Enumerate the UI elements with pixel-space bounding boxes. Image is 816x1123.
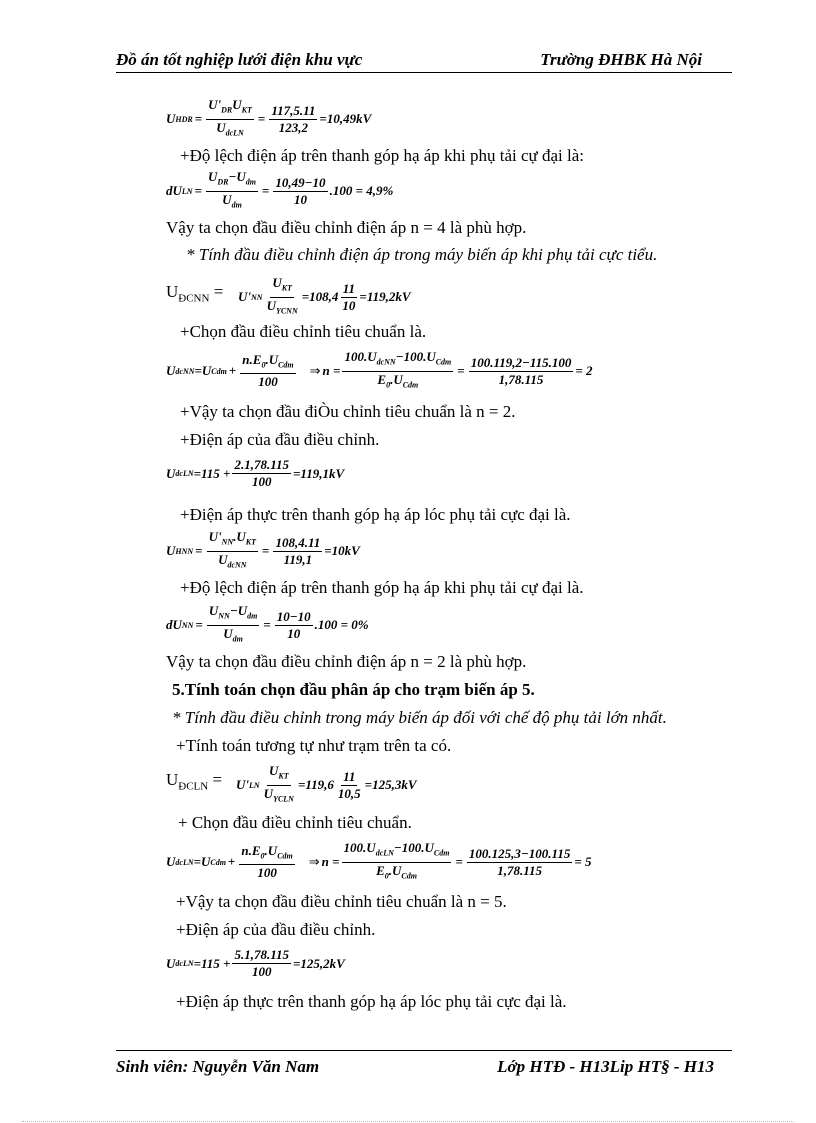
eq-term-sub: Cdm xyxy=(211,366,227,376)
eq-num2-sub: KT xyxy=(245,537,257,547)
eq-num: U xyxy=(207,169,218,184)
eq-n: n = xyxy=(321,854,340,870)
arrow-icon: ⇒ xyxy=(309,363,321,379)
eq-den: 100 xyxy=(251,474,272,489)
eq-num-sub: 0 xyxy=(260,851,265,861)
eq-den-sub: YCLN xyxy=(273,794,294,804)
eq-lhs-sub: LN xyxy=(181,186,193,196)
eq-result: = 2 xyxy=(575,363,593,379)
eq-den: U xyxy=(266,297,276,313)
eq-lhs: U xyxy=(166,465,176,481)
eq-rnum2-sub: Cdm xyxy=(435,357,452,367)
eq-lhs: U' xyxy=(238,289,251,305)
eq-mid: =115 + xyxy=(193,955,231,971)
text-line xyxy=(166,282,223,304)
section-heading: 5.Tính toán chọn đầu phân áp cho trạm biến áp 5. xyxy=(172,680,535,699)
text-line: Vậy ta chọn đầu điều chỉnh điện áp n = 4 là phù hợp. xyxy=(166,218,527,237)
eq-value-fraction xyxy=(273,536,322,567)
eq-term-sub: Cdm xyxy=(210,857,226,867)
eq-rnum: 100.U xyxy=(343,840,376,855)
eq-den-sub: dm xyxy=(232,634,243,644)
eq-num-sub: NN xyxy=(221,537,234,547)
eq-fraction xyxy=(265,276,300,318)
eq-rnum2: −100.U xyxy=(395,349,436,364)
eq-value-fraction xyxy=(275,610,313,641)
page-bottom-dotted-rule xyxy=(22,1121,794,1122)
eq-lhs: dU xyxy=(166,183,182,199)
eq-value-num: 117,5.11 xyxy=(271,102,316,118)
eq-lhs: U xyxy=(166,111,176,127)
eq-den: 100 xyxy=(258,374,278,390)
text-prefix: U xyxy=(166,770,179,789)
equation-uhdr: U HDR = $\frac{U'_{DR}U_{KT}}{U_{dcLN}}$ = $\frac{117,5.11}{123,2}$ =10,49kV xyxy=(166,98,371,140)
eq-fraction xyxy=(207,530,258,572)
eq-lhs-sub: dcLN xyxy=(175,469,194,478)
eq-value-den: 123,2 xyxy=(278,119,308,135)
eq-lhs-sub: HDR xyxy=(175,114,193,124)
eq-den: U xyxy=(216,119,226,135)
eq-rnum2-sub: Cdm xyxy=(433,848,450,858)
eq-value-num: 10−10 xyxy=(276,608,311,624)
text-line xyxy=(166,770,222,792)
eq-mid: =108,4 xyxy=(301,289,339,305)
eq-den: U xyxy=(223,625,233,641)
eq-num: U xyxy=(208,603,219,618)
eq-fraction xyxy=(206,98,254,140)
eq-num2: .U xyxy=(264,842,278,858)
eq-num: U' xyxy=(208,529,222,544)
eq-num-sub: NN xyxy=(218,611,230,621)
eq-num-rest: −U xyxy=(228,169,246,184)
text-line: +Điện áp thực trên thanh góp hạ áp lóc phụ tải cực đại là. xyxy=(180,505,571,524)
eq-num2: .U xyxy=(265,351,279,367)
eq-lhs-sub: dcNN xyxy=(175,366,195,376)
eq-fraction-right xyxy=(342,350,453,392)
eq-result: =119,2kV xyxy=(359,289,411,305)
equation-du-nn: dU NN = $\frac{U_{NN}-U_{dm}}{U_{dm}}$ = $\frac{10-10}{10}$ .100 = 0% xyxy=(166,604,369,646)
text-equals: = xyxy=(208,770,223,789)
eq-den: U xyxy=(218,551,228,567)
equation-udcln-tap: U dcLN =U Cdm + $\frac{n.E_0.U_{Cdm}}{100}$ ⇒ n = $\frac{100.U_{dcLN}-100.U_{Cdm}}{E_0.U_{Cdm}}$ = $\frac{100.125,3-100.115}{1,78.115}$ = 5 xyxy=(166,841,592,883)
eq-rden2-sub: Cdm xyxy=(402,380,419,390)
equation-udcln-value xyxy=(166,948,345,979)
eq-num: n.E xyxy=(241,842,261,858)
text-line: +Điện áp thực trên thanh góp hạ áp lóc phụ tải cực đại là. xyxy=(176,992,567,1011)
eq-num2-sub: Cdm xyxy=(278,360,294,370)
eq-num: U xyxy=(272,275,282,290)
eq-value-fraction xyxy=(269,104,317,135)
header-school: Trường ĐHBK Hà Nội xyxy=(540,50,702,69)
eq-value-num: 108,4.11 xyxy=(275,534,321,550)
eq-term: =U xyxy=(193,854,211,870)
eq-num: U xyxy=(269,763,279,778)
eq-lhs-sub: dcLN xyxy=(175,857,194,867)
eq-value-den: 1,78.115 xyxy=(497,862,543,878)
eq-value-num: 11 xyxy=(342,280,356,296)
eq-rnum-sub: dcNN xyxy=(376,357,396,367)
eq-plus: + xyxy=(228,363,237,379)
equation-udcln xyxy=(236,764,417,806)
eq-rden-sub: 0 xyxy=(384,871,389,881)
eq-lhs: U xyxy=(166,854,176,870)
text-prefix: U xyxy=(166,282,179,301)
eq-result: .100 = 0% xyxy=(314,617,369,633)
eq-num-rest-sub: dm xyxy=(247,611,258,621)
eq-num: 2.1,78.115 xyxy=(234,457,290,472)
eq-num-sub: KT xyxy=(278,771,289,781)
eq-fraction xyxy=(232,458,291,489)
eq-num-rest-sub: dm xyxy=(245,177,256,187)
eq-den-sub: dcNN xyxy=(227,560,247,570)
text-line: +Tính toán tương tự như trạm trên ta có. xyxy=(176,736,452,755)
eq-lhs: U' xyxy=(236,777,249,793)
eq-value-num: 100.119,2−115.100 xyxy=(470,354,572,370)
text-line: +Điện áp của đầu điều chỉnh. xyxy=(180,430,380,449)
eq-lhs-sub: HNN xyxy=(175,546,194,556)
eq-den-sub: dm xyxy=(231,200,242,210)
eq-value-den: 10 xyxy=(293,191,307,207)
text-line: +Vậy ta chọn đầu điều chỉnh tiêu chuẩn là n = 5. xyxy=(176,892,507,911)
eq-den-sub: dcLN xyxy=(225,128,244,138)
eq-den: U xyxy=(222,191,232,207)
eq-fraction xyxy=(207,604,259,646)
page-body xyxy=(166,0,766,1040)
eq-num-sub: DR xyxy=(217,177,229,187)
arrow-icon: ⇒ xyxy=(308,854,320,870)
eq-rnum2: −100.U xyxy=(393,840,434,855)
page-footer xyxy=(116,1050,732,1076)
eq-result: =119,1kV xyxy=(293,465,345,481)
eq-num2: .U xyxy=(233,529,246,544)
eq-rnum: 100.U xyxy=(344,349,377,364)
eq-num-sub: 0 xyxy=(261,360,266,370)
eq-rden2-sub: Cdm xyxy=(401,871,417,881)
eq-value-den: 10,5 xyxy=(337,785,361,801)
eq-value-fraction xyxy=(340,282,357,313)
equation-udclnn xyxy=(166,458,344,489)
eq-num2: U xyxy=(232,97,242,112)
eq-num: n.E xyxy=(242,351,262,367)
eq-value-num: 10,49−10 xyxy=(275,174,326,190)
text-prefix-sub: ĐCNN xyxy=(178,292,210,305)
footer-student: Sinh viên: Nguyễn Văn Nam xyxy=(116,1057,320,1076)
eq-fraction-right xyxy=(342,841,452,883)
equation-du-ln: dU LN = $\frac{U_{DR}-U_{dm}}{U_{dm}}$ = $\frac{10,49-10}{10}$ .100 = 4,9% xyxy=(166,170,393,212)
eq-value-fraction xyxy=(467,847,572,878)
text-line: +Chọn đầu điều chỉnh tiêu chuẩn là. xyxy=(180,322,427,341)
eq-fraction xyxy=(239,844,294,881)
eq-rden2: .U xyxy=(388,862,402,878)
eq-num: 5.1,78.115 xyxy=(234,947,290,962)
eq-plus: + xyxy=(227,854,236,870)
eq-result: = 5 xyxy=(574,854,592,870)
eq-value-fraction xyxy=(469,356,574,387)
eq-result: =125,3kV xyxy=(364,777,417,793)
eq-rden2: .U xyxy=(390,371,403,387)
text-line: +Vậy ta chọn đầu điÒu chỉnh tiêu chuẩn là n = 2. xyxy=(180,402,516,421)
text-line: +Độ lệch điện áp trên thanh góp hạ áp khi phụ tải cự đại là: xyxy=(180,146,585,165)
eq-lhs: U xyxy=(166,955,176,971)
eq-rden: E xyxy=(377,371,387,387)
eq-num2-sub: Cdm xyxy=(277,851,293,861)
eq-lhs: U xyxy=(166,543,176,559)
equation-uhnn: U HNN = $\frac{U'_{NN}.U_{KT}}{U_{dcNN}}$ = $\frac{108,4.11}{119,1}$ =10kV xyxy=(166,530,360,572)
eq-value-num: 100.125,3−100.115 xyxy=(468,845,571,861)
eq-result: .100 = 4,9% xyxy=(329,183,394,199)
eq-den-sub: YCNN xyxy=(275,306,298,316)
eq-lhs-sub: dcLN xyxy=(175,959,194,968)
eq-num: U' xyxy=(208,97,222,112)
eq-den: 100 xyxy=(251,964,272,979)
eq-term: =U xyxy=(194,363,212,379)
equation-udcnn xyxy=(238,276,411,318)
header-title: Đồ án tốt nghiệp lưới điện khu vực xyxy=(116,50,363,69)
text-line: +Điện áp của đầu điều chỉnh. xyxy=(176,920,376,939)
eq-den: 100 xyxy=(257,865,277,881)
eq-lhs: U xyxy=(166,363,176,379)
text-line: * Tính đầu điều chỉnh điện áp trong máy biến áp khi phụ tải cực tiểu. xyxy=(186,245,658,264)
eq-result: =10kV xyxy=(324,543,360,559)
eq-lhs: dU xyxy=(166,617,182,633)
text-line: +Độ lệch điện áp trên thanh góp hạ áp khi phụ tải cự đại là. xyxy=(180,578,584,597)
text-prefix-sub: ĐCLN xyxy=(178,780,209,793)
eq-value-den: 119,1 xyxy=(283,551,313,567)
eq-lhs-sub: LN xyxy=(249,780,260,790)
eq-result: =10,49kV xyxy=(319,111,372,127)
eq-fraction xyxy=(206,170,258,212)
eq-num2-sub: KT xyxy=(241,105,252,115)
equation-udcnn-tap: U dcNN =U Cdm + $\frac{n.E_0.U_{Cdm}}{100}$ ⇒ n = $\frac{100.U_{dcNN}-100.U_{Cdm}}{E_0.U_{Cdm}}$ = $\frac{100.119,2-115.100}{1,78.115}$ = 2 xyxy=(166,350,593,392)
text-line: + Chọn đầu điều chỉnh tiêu chuẩn. xyxy=(178,813,412,832)
text-equals: = xyxy=(209,282,224,301)
eq-value-den: 1,78.115 xyxy=(498,371,544,387)
eq-mid: =119,6 xyxy=(297,777,334,793)
eq-value-fraction xyxy=(273,176,327,207)
footer-class: Lớp HTĐ - H13Lip HT§ - H13 xyxy=(497,1057,714,1076)
text-line: * Tính đầu điều chỉnh trong máy biến áp đối với chế độ phụ tải lớn nhất. xyxy=(172,708,667,727)
eq-rden: E xyxy=(376,862,385,878)
eq-value-den: 10 xyxy=(287,625,301,641)
eq-num-rest: −U xyxy=(229,603,248,618)
text-line: Vậy ta chọn đầu điều chỉnh điện áp n = 2 là phù hợp. xyxy=(166,652,527,671)
eq-rden-sub: 0 xyxy=(386,380,391,390)
eq-lhs-sub: NN xyxy=(181,620,194,630)
eq-n: n = xyxy=(322,363,341,379)
eq-num-sub: DR xyxy=(221,105,233,115)
eq-result: =125,2kV xyxy=(293,955,345,971)
eq-lhs-sub: NN xyxy=(251,292,263,302)
eq-rnum-sub: dcLN xyxy=(375,848,394,858)
eq-fraction xyxy=(240,353,295,390)
eq-value-num: 11 xyxy=(343,768,356,784)
eq-num-sub: KT xyxy=(281,283,292,293)
eq-mid: =115 + xyxy=(193,465,231,481)
eq-fraction xyxy=(262,764,296,806)
eq-fraction xyxy=(232,948,291,979)
eq-value-den: 10 xyxy=(342,297,356,313)
eq-den: U xyxy=(263,785,274,801)
eq-value-fraction xyxy=(336,770,363,801)
